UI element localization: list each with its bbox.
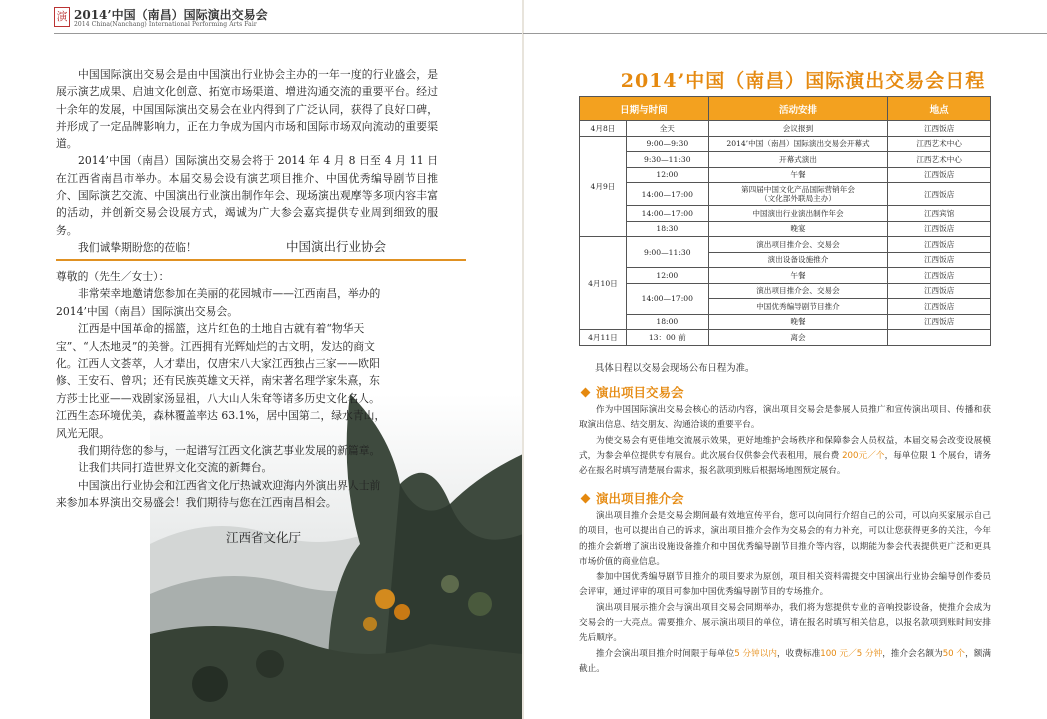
- intro-paragraph: 我们诚挚期盼您的莅临！: [78, 240, 197, 254]
- activity-cell: 晚餐: [708, 314, 888, 330]
- time-cell: 9:00—11:30: [626, 237, 708, 268]
- time-cell: 12:00: [626, 268, 708, 284]
- time-cell: 18:30: [626, 221, 708, 237]
- section-heading-text: 演出项目交易会: [596, 385, 684, 400]
- table-row: [580, 221, 991, 237]
- table-row: [580, 206, 991, 222]
- schedule-table: [579, 96, 991, 346]
- page-header: [54, 5, 524, 45]
- left-page: [0, 0, 523, 719]
- body-text: ，每单位限 1 个展台，请务必在报名时填写清楚展台需求，报名款项到账后根据场地图预定展台。: [579, 450, 992, 477]
- date-cell: 4月8日: [580, 121, 627, 137]
- table-row: [580, 268, 991, 284]
- time-cell: 14:00—17:00: [626, 206, 708, 222]
- venue-cell: [888, 330, 991, 346]
- time-cell: 9:30—11:30: [626, 152, 708, 168]
- activity-cell: 午餐: [708, 268, 888, 284]
- letter-paragraph: 中国演出行业协会和江西省文化厅热诚欢迎海内外演出界人士前来参加本界演出交易盛会！我们期待与您在江西南昌相会。: [56, 478, 381, 510]
- activity-cell: 中国优秀编导剧节目推介: [708, 299, 888, 315]
- activity-cell: 第四届中国文化产品国际营销年会 （文化部外联局主办）: [708, 183, 888, 206]
- body-paragraph: 作为中国国际演出交易会核心的活动内容，演出项目交易会是参展人员推广和宣传演出项目、传播和获取演出信息、结交朋友、沟通洽谈的重要平台。: [579, 405, 991, 431]
- header-title: 2014’中国（南昌）国际演出交易会: [74, 8, 268, 22]
- date-cell: 4月9日: [580, 136, 627, 237]
- activity-cell: 中国演出行业演出制作年会: [708, 206, 888, 222]
- table-row: [580, 121, 991, 137]
- table-row: [580, 283, 991, 299]
- table-row: [580, 314, 991, 330]
- table-row: [580, 167, 991, 183]
- time-cell: 9:00—9:30: [626, 136, 708, 152]
- quota-highlight: 50 个: [942, 648, 966, 659]
- body-text: 推介会演出项目推介时间限于每单位: [596, 648, 735, 659]
- activity-cell: 晚宴: [708, 221, 888, 237]
- body-text: ，收费标准: [777, 648, 821, 659]
- schedule-note: 具体日程以交易会现场公布日程为准。: [595, 363, 755, 374]
- time-cell: 18:00: [626, 314, 708, 330]
- section-divider: [56, 259, 466, 261]
- venue-cell: 江西饭店: [888, 252, 991, 268]
- table-row: [580, 183, 991, 206]
- diamond-bullet-icon: [581, 494, 591, 504]
- diamond-bullet-icon: [581, 388, 591, 398]
- header-rule: [523, 33, 1047, 34]
- header-rule: [54, 33, 524, 34]
- org-signature-2: 江西省文化厅: [226, 530, 302, 545]
- intro-paragraph: 2014’中国（南昌）国际演出交易会将于 2014 年 4 月 8 日至 4 月 11 日在江西省南昌市举办。本届交易会设有演艺项目推介、中国优秀编导剧节目推介、国际演艺交流、中国演出行业演出制作年会、现场演出观摩等多项内容丰富的活动，并创新交易会设展方式，竭诚为广大参会嘉宾提供专业周到细致的服务。: [56, 154, 438, 237]
- body-paragraph: 演出项目推介会是交易会期间最有效地宣传平台，您可以向同行介绍自己的公司，可以向买家展示自己的项目，也可以提出自己的诉求，演出项目推介会作为交易会的有力补充，可以让您获得更多的关注，今年的推介会新增了演出设施设备推介和中国优秀编导剧节目推介等内容，以期能为参会代表提供更广泛和更具市场价值的商业信息。: [579, 511, 991, 567]
- activity-cell: 会议报到: [708, 121, 888, 137]
- fee-highlight: 100 元／5 分钟: [820, 648, 883, 659]
- body-paragraph: [579, 434, 991, 480]
- section-heading: [579, 489, 684, 507]
- time-cell: 全天: [626, 121, 708, 137]
- activity-cell: 2014’中国（南昌）国际演出交易会开幕式: [708, 136, 888, 152]
- letter-paragraph: 江西是中国革命的摇篮，这片红色的土地自古就有着“物华天宝”、“人杰地灵”的美誉。江西拥有光辉灿烂的古文明，发达的商文化。江西人文荟萃，人才辈出，仅唐宋八大家江西独占三家——欧阳修、王安石、曾巩；还有民族英雄文天祥，南宋著名理学家朱熹，东方莎士比亚——戏剧家汤显祖，八大山人朱耷等诸多历史文化名人。江西生态环境优美，森林覆盖率达 63.1%，居中国第二，绿水青山，风光无限。: [56, 322, 386, 440]
- table-row: [580, 152, 991, 168]
- org-signature: 中国演出行业协会: [286, 239, 387, 254]
- activity-cell: 离会: [708, 330, 888, 346]
- time-cell: 14:00—17:00: [626, 283, 708, 314]
- venue-cell: 江西艺术中心: [888, 136, 991, 152]
- activity-cell: 午餐: [708, 167, 888, 183]
- schedule-title: 2014’中国（南昌）国际演出交易会日程: [620, 70, 986, 92]
- venue-cell: 江西饭店: [888, 183, 991, 206]
- activity-cell: 演出项目推介会、交易会: [708, 283, 888, 299]
- section-body: [579, 509, 991, 677]
- venue-cell: 江西饭店: [888, 121, 991, 137]
- date-cell: 4月10日: [580, 237, 627, 330]
- venue-cell: 江西饭店: [888, 283, 991, 299]
- date-cell: 4月11日: [580, 330, 627, 346]
- venue-cell: 江西宾馆: [888, 206, 991, 222]
- time-cell: 12:00: [626, 167, 708, 183]
- time-highlight: 5 分钟以内: [734, 648, 778, 659]
- letter-paragraph: 非常荣幸地邀请您参加在美丽的花园城市——江西南昌，举办的 2014’中国（南昌）国际演出交易会。: [56, 287, 381, 318]
- table-row: [580, 136, 991, 152]
- col-header-datetime: 日期与时间: [580, 97, 709, 121]
- section-body: [579, 403, 991, 479]
- section-heading: [579, 383, 684, 401]
- col-header-activity: 活动安排: [708, 97, 888, 121]
- body-paragraph: 演出项目展示推介会与演出项目交易会同期举办，我们将为您提供专业的音响投影设备，使推介会成为交易会的一大亮点。需要推介、展示演出项目的单位，请在报名时填写相关信息，以报名款项到账时间安排先后顺序。: [579, 602, 991, 644]
- intro-text: [56, 66, 438, 256]
- body-text: 为使交易会有更佳地交流展示效果，更好地维护会场秩序和保障参会人员权益，本届交易会改变设展模式，为参会单位提供专有展台。此次展台仅供参会代表租用，展台费: [579, 435, 991, 461]
- activity-cell: 演出设备设施推介: [708, 252, 888, 268]
- venue-cell: 江西饭店: [888, 237, 991, 253]
- time-cell: 13：00 前: [626, 330, 708, 346]
- venue-cell: 江西饭店: [888, 314, 991, 330]
- fee-highlight: 200元／个: [842, 450, 885, 461]
- venue-cell: 江西饭店: [888, 299, 991, 315]
- intro-paragraph: 中国国际演出交易会是由中国演出行业协会主办的一年一度的行业盛会，是展示演艺成果、启迪文化创意、拓宽市场渠道、增进沟通交流的重要平台。经过十余年的发展，中国国际演出交易会在业内得到了广泛认同，获得了良好口碑，并形成了一定品牌影响力，正在力争成为国内市场和国际市场双向流动的重要渠道。: [56, 68, 438, 151]
- letter-salutation: 尊敬的（先生／女士）：: [56, 270, 170, 283]
- section-heading-text: 演出项目推介会: [596, 491, 684, 506]
- table-row: [580, 237, 991, 253]
- letter-paragraph: 让我们共同打造世界文化交流的新舞台。: [78, 461, 273, 475]
- venue-cell: 江西饭店: [888, 268, 991, 284]
- body-text: ，推介会名额为: [882, 648, 943, 659]
- fair-logo-icon: 演: [54, 7, 70, 27]
- venue-cell: 江西饭店: [888, 221, 991, 237]
- venue-cell: 江西饭店: [888, 167, 991, 183]
- activity-cell: 开幕式演出: [708, 152, 888, 168]
- time-cell: 14:00—17:00: [626, 183, 708, 206]
- activity-cell: 演出项目推介会、交易会: [708, 237, 888, 253]
- table-row: [580, 330, 991, 346]
- col-header-venue: 地点: [888, 97, 991, 121]
- invitation-letter: [56, 268, 386, 512]
- table-header-row: [580, 97, 991, 121]
- body-paragraph: [579, 647, 991, 678]
- right-page: [523, 0, 1047, 719]
- letter-paragraph: 我们期待您的参与，一起谱写江西文化演艺事业发展的新篇章。: [78, 444, 381, 458]
- body-paragraph: 参加中国优秀编导剧节目推介的项目要求为原创，项目相关资料需提交中国演出行业协会编导创作委员会评审，通过评审的项目可参加中国优秀编导剧节目的专场推介。: [579, 572, 991, 598]
- venue-cell: 江西艺术中心: [888, 152, 991, 168]
- header-subtitle: 2014 China(Nanchang) International Performing Arts Fair: [74, 21, 257, 28]
- body-text: ，额满截止。: [579, 648, 991, 674]
